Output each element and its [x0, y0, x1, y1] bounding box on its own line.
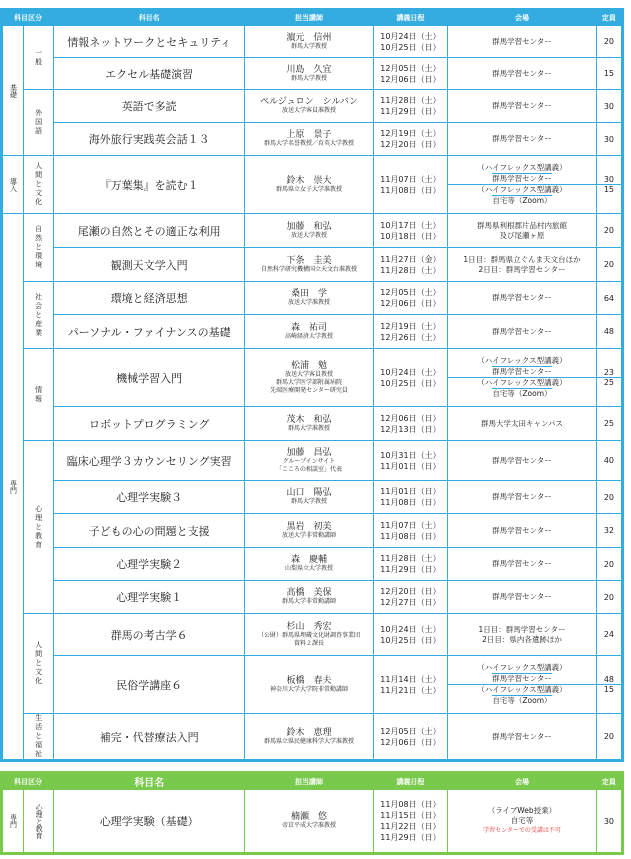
date: 11月28日（土）: [380, 554, 441, 563]
instructor-affiliation: 神奈川大学大学院非常勤講師: [269, 685, 348, 693]
table-row: [2, 656, 623, 714]
capacity: 48: [603, 675, 614, 684]
date: 11月07日（土）: [380, 174, 441, 184]
instructor-affiliation: 群馬県立女子大学准教授: [275, 185, 342, 193]
date: 10月24日（土）: [380, 624, 441, 634]
dates-cell: [373, 156, 447, 214]
dates-cell: [373, 514, 447, 548]
course-name: 観測天文学入門: [54, 248, 245, 282]
capacity-cell: 30: [596, 90, 622, 123]
venue-cell: 群馬学習センター: [448, 548, 597, 581]
date: 10月17日（土）: [380, 220, 441, 230]
instructor-cell: [245, 90, 374, 123]
venue-option: （ハイフレックス型講義） 群馬学習センター: [477, 356, 567, 376]
date: 11月08日（日）: [380, 185, 441, 195]
dates-cell: [373, 407, 447, 441]
venue-cell: 1日目：群馬県立ぐんま天文台ほか 2日目：群馬学習センター: [448, 248, 597, 282]
subgroup-shakai: 社 会 と 産 業: [24, 282, 54, 349]
instructor-affiliation: 帝京平成大学准教授: [281, 822, 336, 829]
instructor-name: 桑田 学: [290, 289, 327, 299]
date: 12月19日（土）: [380, 129, 441, 138]
date: 11月28日（土）: [380, 96, 441, 105]
capacity-cell: 64: [596, 282, 622, 315]
course-name: 民俗学講座６: [54, 656, 245, 714]
instructor-name: 森 慶輔: [290, 555, 327, 565]
header-capacity: 定員: [596, 773, 622, 790]
dates-cell: [373, 548, 447, 581]
date: 10月31日（土）: [380, 450, 441, 460]
date: 11月08日（日）: [380, 531, 441, 541]
date: 12月06日（日）: [380, 413, 441, 423]
date: 12月13日（日）: [380, 424, 441, 434]
dates-cell: [373, 441, 447, 481]
venue-line: （ライブWeb授業）: [487, 806, 557, 815]
course-name: 尾瀬の自然とその適正な利用: [54, 214, 245, 248]
instructor-affiliation: 高崎経済大学教授: [284, 332, 333, 340]
group-kiso: 基礎: [2, 26, 24, 156]
header-row: [2, 10, 623, 26]
date: 12月19日（土）: [380, 321, 441, 331]
instructor-name: 鈴木 恵理: [286, 727, 332, 738]
instructor-affiliation: 放送大学客員教授: [284, 370, 333, 378]
course-name: 海外旅行実践英会話１３: [54, 123, 245, 156]
capacity-cell: 20: [596, 214, 622, 248]
header-division: 科目区分: [2, 773, 54, 790]
date: 11月08日（日）: [380, 498, 441, 507]
date: 11月07日（土）: [380, 520, 441, 530]
venue-option: （ハイフレックス型講義） 自宅等（Zoom）: [448, 377, 596, 399]
capacity-cell: 20: [596, 248, 622, 282]
table-row: [2, 156, 623, 214]
dates-cell: [373, 315, 447, 349]
instructor-name: 加藤 和弘: [286, 221, 332, 232]
venue-cell: 群馬学習センター: [448, 315, 597, 349]
capacity-cell: 24: [596, 614, 622, 656]
group-senmon: 専門: [2, 790, 24, 854]
table-row: [2, 481, 623, 514]
header-capacity: 定員: [596, 10, 622, 26]
instructor-name: 下条 圭美: [286, 255, 332, 266]
subgroup-gaikokugo: 外 国 語: [24, 90, 54, 156]
instructor-name: 杉山 秀宏: [286, 621, 332, 632]
course-name: 心理学実験２: [54, 548, 245, 581]
instructor-name: 森 祐司: [290, 322, 327, 333]
instructor-cell: [245, 315, 374, 349]
header-course: 科目名: [54, 10, 245, 26]
venue-cell: 群馬県利根郡片品村内旅館 及び尾瀬ヶ原: [448, 214, 597, 248]
venue-cell: 群馬学習センター: [448, 282, 597, 315]
capacity-cell: 30: [596, 123, 622, 156]
instructor-affiliation: 群馬大学准教授: [287, 424, 330, 432]
capacity-cell: [596, 156, 622, 214]
instructor-name: 高橋 美保: [286, 588, 332, 598]
date: 11月01日（日）: [380, 461, 441, 471]
instructor-cell: [245, 349, 374, 407]
instructor-affiliation: 群馬大学名誉教授／育英大学教授: [263, 140, 354, 147]
subgroup-joho: 情 報: [24, 349, 54, 441]
table-row: [2, 407, 623, 441]
course-name: 臨床心理学３カウンセリング実習: [54, 441, 245, 481]
capacity-cell: 48: [596, 315, 622, 349]
table-row: [2, 90, 623, 123]
table-row: [2, 214, 623, 248]
instructor-cell: [245, 26, 374, 58]
instructor-affiliation: 群馬大学教授: [290, 498, 327, 505]
instructor-affiliation: 先端医療開発センター研究員: [270, 386, 348, 394]
capacity-cell: [596, 656, 622, 714]
instructor-cell: [245, 123, 374, 156]
header-division: 科目区分: [2, 10, 54, 26]
date: 11月29日（日）: [380, 833, 441, 842]
subgroup-ippan: 一 般: [24, 26, 54, 90]
venue-cell: 群馬学習センター: [448, 714, 597, 761]
header-course: 科目名: [54, 773, 245, 790]
header-dates: 講義日程: [373, 773, 447, 790]
subgroup-seikatsu: 生 活 と 福 祉: [24, 714, 54, 761]
header-dates: 講義日程: [373, 10, 447, 26]
header-instructor: 担当講師: [245, 10, 374, 26]
header-instructor: 担当講師: [245, 773, 374, 790]
date: 12月26日（土）: [380, 332, 441, 342]
table-row: [2, 282, 623, 315]
date: 10月25日（日）: [380, 42, 441, 52]
capacity-cell: 20: [596, 481, 622, 514]
course-name: 心理学実験３: [54, 481, 245, 514]
instructor-affiliation: 山梨県立大学教授: [284, 565, 333, 572]
venue-cell: 群馬学習センター: [448, 581, 597, 614]
instructor-name: 楠瀬 悠: [290, 812, 327, 822]
instructor-affiliation: 放送大学准教授: [287, 299, 330, 306]
venue-cell: 群馬学習センター: [448, 481, 597, 514]
venue-option: （ハイフレックス型講義） 自宅等（Zoom）: [448, 184, 596, 206]
instructor-cell: [245, 282, 374, 315]
venue-note: 学習センターでの受講は不可: [483, 827, 561, 834]
venue-cell: 群馬学習センター: [448, 90, 597, 123]
subgroup-ningen_bunka: 人 間 と 文 化: [24, 156, 54, 214]
subgroup-shinri: 心 理 と 教 育: [24, 441, 54, 614]
dates-cell: [373, 349, 447, 407]
header-venue: 会場: [448, 773, 597, 790]
capacity-cell: 25: [596, 407, 622, 441]
instructor-affiliation: 群馬大学教授: [290, 42, 327, 50]
instructor-name: 加藤 昌弘: [286, 447, 332, 458]
dates-cell: [373, 58, 447, 90]
instructor-cell: [245, 407, 374, 441]
table-row: [2, 315, 623, 349]
instructor-affiliation: グループインサイト: [282, 457, 336, 465]
course-name: 情報ネットワークとセキュリティ: [54, 26, 245, 58]
dates-cell: [373, 714, 447, 761]
venue-option: （ハイフレックス型講義） 自宅等（Zoom）: [448, 684, 596, 706]
header-row: [2, 773, 623, 790]
table-row: [2, 123, 623, 156]
capacity-cell: 20: [596, 714, 622, 761]
capacity-cell: 20: [596, 581, 622, 614]
venue-cell: [448, 156, 597, 214]
instructor-affiliation: 群馬大学教授: [290, 74, 327, 82]
instructor-name: 濵元 信州: [286, 32, 332, 43]
instructor-name: 川島 久宜: [286, 64, 332, 75]
course-name: パーソナル・ファイナンスの基礎: [54, 315, 245, 349]
capacity: 30: [596, 790, 622, 854]
capacity-cell: 20: [596, 548, 622, 581]
date: 12月20日（日）: [380, 587, 441, 596]
date: 12月27日（日）: [380, 598, 441, 607]
dates-cell: [373, 790, 447, 854]
date: 10月18日（日）: [380, 231, 441, 241]
instructor-affiliation: 放送大学教授: [290, 231, 327, 239]
venue-cell: 群馬学習センター: [448, 514, 597, 548]
instructor-affiliation: 資料２課長: [293, 639, 324, 647]
dates-cell: [373, 214, 447, 248]
date: 12月05日（土）: [380, 726, 441, 736]
instructor-affiliation: 群馬県立県民健康科学大学准教授: [263, 737, 354, 745]
table-row: [2, 548, 623, 581]
table-row: [2, 714, 623, 761]
date: 10月24日（土）: [380, 367, 441, 377]
instructor-affiliation: 放送大学非常勤講師: [281, 531, 336, 539]
instructor-name: 黒岩 初美: [286, 521, 332, 532]
date: 12月20日（日）: [380, 140, 441, 149]
venue-cell: 群馬学習センター: [448, 26, 597, 58]
instructor-name: 上原 景子: [286, 130, 332, 140]
instructor-cell: [245, 156, 374, 214]
venue-cell: 群馬学習センター: [448, 58, 597, 90]
capacity: 23: [603, 368, 614, 377]
capacity-cell: 15: [596, 58, 622, 90]
instructor-affiliation: 自然科学研究機構国立天文台准教授: [260, 265, 357, 273]
date: 10月25日（日）: [380, 378, 441, 388]
table-row: [2, 349, 623, 407]
capacity-cell: 40: [596, 441, 622, 481]
instructor-affiliation: 群馬大学非常勤講師: [281, 598, 336, 605]
instructor-cell: [245, 656, 374, 714]
dates-cell: [373, 90, 447, 123]
venue-cell: [448, 656, 597, 714]
venue-line: 自宅等: [510, 816, 534, 825]
course-name: 補完・代替療法入門: [54, 714, 245, 761]
dates-cell: [373, 581, 447, 614]
instructor-affiliation: 放送大学客員准教授: [281, 107, 336, 114]
date: 11月27日（金）: [380, 254, 441, 264]
capacity: 30: [603, 175, 614, 184]
course-name: 心理学実験（基礎）: [54, 790, 245, 854]
instructor-name: ペルジュロン シルバン: [260, 97, 358, 107]
date: 12月06日（日）: [380, 74, 441, 84]
subgroup-shizen: 自 然 と 環 境: [24, 214, 54, 282]
date: 11月21日（土）: [380, 685, 441, 695]
date: 12月06日（日）: [380, 737, 441, 747]
dates-cell: [373, 123, 447, 156]
course-name: 機械学習入門: [54, 349, 245, 407]
venue-cell: 群馬学習センター: [448, 441, 597, 481]
instructor-name: 鈴木 崇大: [286, 175, 332, 186]
venue-cell: [448, 349, 597, 407]
instructor-name: 板橋 春夫: [286, 675, 332, 686]
capacity-cell: 20: [596, 26, 622, 58]
group-senmon: 専門: [2, 214, 24, 761]
table-row: [2, 248, 623, 282]
instructor-cell: [245, 481, 374, 514]
instructor-name: 茂木 和弘: [286, 414, 332, 425]
date: 11月29日（日）: [380, 107, 441, 116]
date: 11月01日（日）: [380, 487, 441, 496]
table-row: [2, 26, 623, 58]
date: 10月25日（日）: [380, 635, 441, 645]
date: 12月05日（土）: [380, 288, 441, 297]
venue-cell: 1日目：群馬学習センター 2日目：県内各遺跡ほか: [448, 614, 597, 656]
course-name: 子どもの心の問題と支援: [54, 514, 245, 548]
date: 11月08日（日）: [380, 800, 441, 809]
table-row: [2, 790, 623, 854]
venue-cell: [448, 790, 597, 854]
date: 11月28日（土）: [380, 265, 441, 275]
venue-option: （ハイフレックス型講義） 群馬学習センター: [477, 163, 567, 183]
capacity-cell: 32: [596, 514, 622, 548]
instructor-cell: [245, 548, 374, 581]
instructor-cell: [245, 58, 374, 90]
instructor-name: 松浦 勉: [290, 360, 327, 371]
group-donyu: 導入: [2, 156, 24, 214]
dates-cell: [373, 481, 447, 514]
header-venue: 会場: [448, 10, 597, 26]
instructor-cell: [245, 581, 374, 614]
venue-option: （ハイフレックス型講義） 群馬学習センター: [477, 663, 567, 683]
dates-cell: [373, 282, 447, 315]
capacity-cell: [596, 349, 622, 407]
date: 11月15日（日）: [380, 811, 441, 820]
date: 11月22日（日）: [380, 822, 441, 831]
capacity: 15: [597, 184, 621, 194]
date: 10月24日（土）: [380, 31, 441, 41]
table-row: [2, 58, 623, 90]
instructor-cell: [245, 248, 374, 282]
capacity: 15: [597, 684, 621, 694]
dates-cell: [373, 656, 447, 714]
subgroup-ningen_bunka2: 人 間 と 文 化: [24, 614, 54, 714]
additional-course-table: [0, 771, 624, 855]
course-name: 環境と経済思想: [54, 282, 245, 315]
dates-cell: [373, 248, 447, 282]
course-name: 心理学実験１: [54, 581, 245, 614]
course-schedule-table: [0, 8, 624, 762]
group-shinri: 心理と教育: [24, 790, 54, 854]
capacity: 25: [597, 377, 621, 387]
date: 12月06日（日）: [380, 299, 441, 308]
instructor-cell: [245, 790, 374, 854]
date: 11月29日（日）: [380, 565, 441, 574]
dates-cell: [373, 26, 447, 58]
course-name: 『万葉集』を読む１: [54, 156, 245, 214]
instructor-name: 山口 陽弘: [286, 488, 332, 498]
instructor-cell: [245, 214, 374, 248]
instructor-cell: [245, 514, 374, 548]
instructor-cell: [245, 714, 374, 761]
instructor-affiliation: 群馬大学医学部附属病院: [275, 378, 342, 386]
table-row: [2, 614, 623, 656]
instructor-affiliation: 「こころの相談室」代表: [275, 465, 342, 473]
date: 11月14日（土）: [380, 674, 441, 684]
table-row: [2, 441, 623, 481]
table-row: [2, 581, 623, 614]
course-name: エクセル基礎演習: [54, 58, 245, 90]
course-name: ロボットプログラミング: [54, 407, 245, 441]
instructor-cell: [245, 614, 374, 656]
venue-cell: 群馬大学太田キャンパス: [448, 407, 597, 441]
instructor-affiliation: （公財）群馬県埋蔵文化財調査事業団: [257, 631, 360, 639]
course-name: 英語で多読: [54, 90, 245, 123]
table-row: [2, 514, 623, 548]
instructor-cell: [245, 441, 374, 481]
dates-cell: [373, 614, 447, 656]
date: 12月05日（土）: [380, 63, 441, 73]
venue-cell: 群馬学習センター: [448, 123, 597, 156]
course-name: 群馬の考古学６: [54, 614, 245, 656]
